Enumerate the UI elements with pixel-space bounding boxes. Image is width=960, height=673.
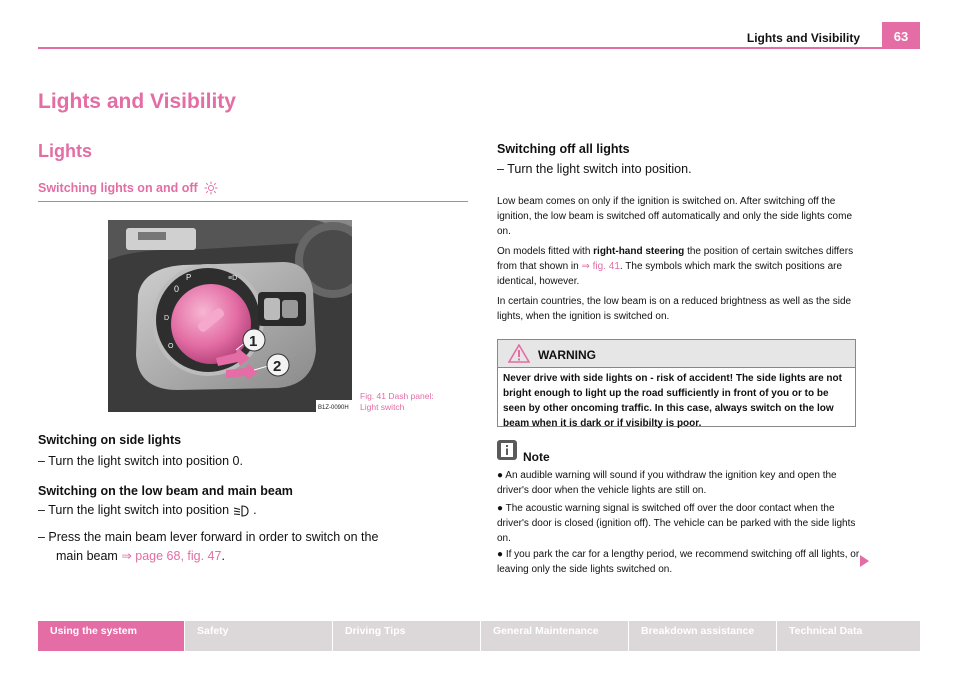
para2-bold: right-hand steering	[593, 246, 685, 257]
off-heading: Switching off all lights	[497, 142, 630, 156]
tab-breakdown-assistance[interactable]: Breakdown assistance	[629, 621, 776, 651]
para2-c: . The symbols which mark the switch positions are identical, however.	[497, 261, 843, 287]
beam-step-2-end: .	[221, 549, 225, 563]
low-beam-icon	[233, 505, 249, 517]
header-rule	[38, 47, 920, 49]
figure-caption-line2: Light switch	[360, 402, 405, 412]
note-item-2	[497, 501, 862, 546]
callout-1: 1	[249, 333, 258, 350]
subsection-heading-text: Switching lights on and off	[38, 181, 198, 195]
para2-a: On models fitted with	[497, 246, 591, 257]
light-switch-figure	[108, 220, 352, 412]
tab-general-maintenance[interactable]: General Maintenance	[481, 621, 628, 651]
warning-title: WARNING	[538, 348, 596, 362]
beam-step-1: – Turn the light switch into position .	[38, 503, 257, 517]
para-low-beam: Low beam comes on only if the ignition is switched on. After switching off the ignition, the low beam is switched off automatically and only the side lights come on.	[497, 196, 853, 237]
note-icon	[497, 440, 517, 460]
svg-text:0: 0	[174, 284, 180, 294]
side-lights-step: – Turn the light switch into position 0.	[38, 454, 243, 468]
tab-using-the-system[interactable]: Using the system	[38, 621, 184, 651]
svg-text:P: P	[186, 273, 192, 282]
svg-text:O: O	[168, 343, 174, 350]
subsection-heading	[38, 181, 218, 195]
tab-safety[interactable]: Safety	[185, 621, 332, 651]
off-step: – Turn the light switch into position.	[497, 162, 692, 176]
para-reduced-brightness: In certain countries, the low beam is on a reduced brightness as well as the side lights, when the ignition is switched on.	[497, 296, 852, 322]
fig-41-link[interactable]: ⇒ fig. 41	[581, 261, 620, 272]
figure-code: B1Z-0090H	[318, 405, 349, 411]
beam-step-2	[38, 529, 468, 565]
para-right-hand	[497, 244, 862, 289]
next-page-arrow-icon[interactable]	[860, 555, 869, 567]
bullet-icon: ●	[497, 503, 506, 514]
warning-triangle-icon	[508, 344, 530, 363]
bullet-icon: ●	[497, 549, 506, 560]
main-heading: Lights and Visibility	[38, 90, 236, 113]
beam-heading: Switching on the low beam and main beam	[38, 484, 293, 498]
figure-caption	[360, 391, 434, 413]
note-item-1-text: An audible warning will sound if you withdraw the ignition key and open the driver's door when the vehicle lights are still on.	[497, 470, 837, 496]
note-item-3	[497, 547, 862, 577]
side-lights-heading: Switching on side lights	[38, 433, 182, 447]
page-number: 63	[882, 22, 920, 49]
beam-step-1-text: – Turn the light switch into position	[38, 503, 230, 517]
light-symbol-icon	[204, 181, 218, 195]
warning-text: Never drive with side lights on - risk of accident! The side lights are not bright enough to light up the road sufficiently in front of you or to be seen by other oncoming traffic. In this case, always switch on the low beam when it is dark or if visibilty is poor.	[503, 373, 842, 429]
note-item-1	[497, 468, 862, 498]
bullet-icon: ●	[497, 470, 506, 481]
callout-2: 2	[273, 358, 282, 375]
figure-caption-line1: Fig. 41 Dash panel:	[360, 391, 434, 401]
para2-b: the position of certain switches differs from that shown in	[497, 246, 854, 272]
page-68-link[interactable]: ⇒ page 68, fig. 47	[121, 549, 222, 563]
section-heading: Lights	[38, 141, 92, 161]
tab-driving-tips[interactable]: Driving Tips	[333, 621, 480, 651]
note-title: Note	[523, 450, 550, 464]
beam-step-2-line2: main beam	[56, 549, 118, 563]
svg-text:≡D: ≡D	[228, 275, 238, 282]
footer-nav	[38, 621, 920, 651]
beam-step-2-line1: – Press the main beam lever forward in order to switch on the	[38, 530, 379, 544]
subsection-rule	[38, 201, 468, 202]
tab-technical-data[interactable]: Technical Data	[777, 621, 920, 651]
running-header-title: Lights and Visibility	[746, 31, 860, 45]
note-item-2-text: The acoustic warning signal is switched off over the door contact when the driver's door is closed (ignition off). The vehicle can be parked with the side lights on.	[497, 503, 856, 544]
note-item-3-text: If you park the car for a lengthy period, we recommend switching off all lights, or leaving only the side lights switched on.	[497, 549, 860, 575]
svg-text:D: D	[164, 315, 170, 322]
